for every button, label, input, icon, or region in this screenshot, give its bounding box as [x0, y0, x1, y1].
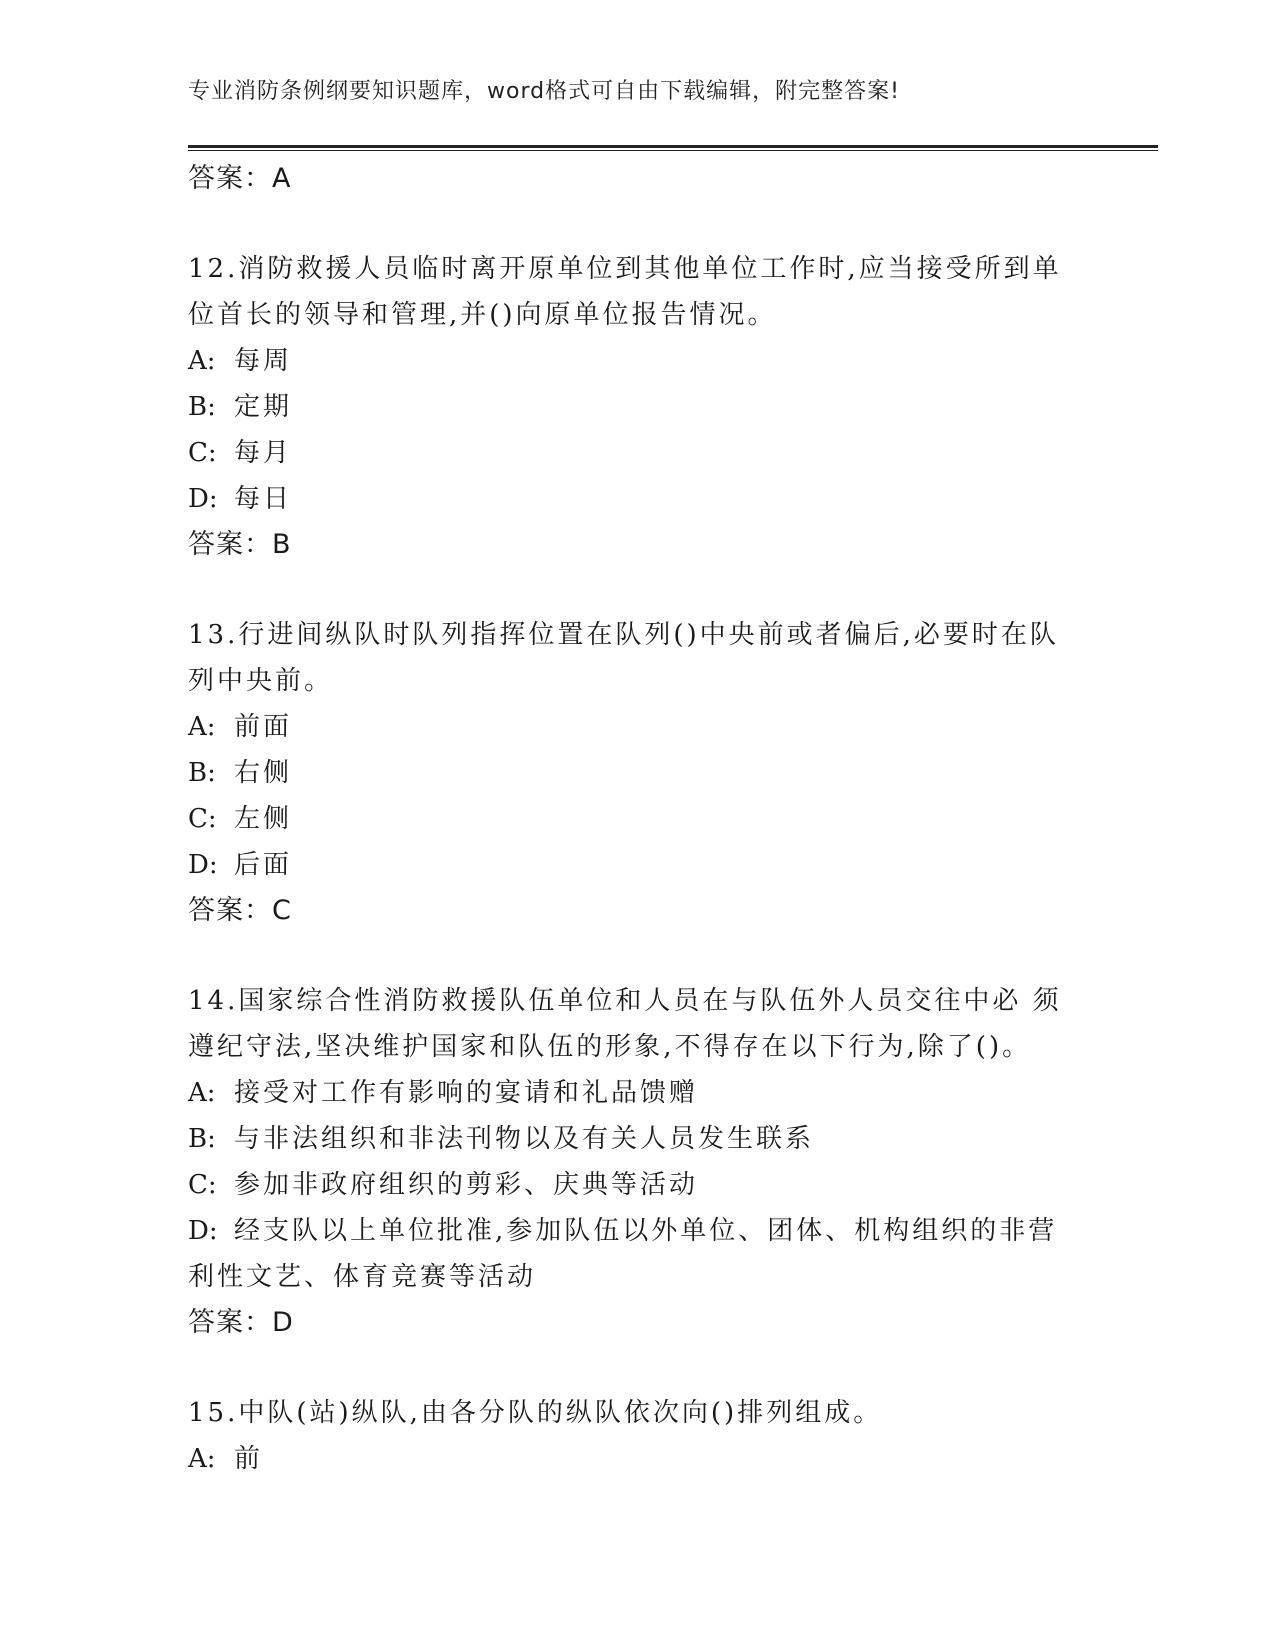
option-text: 每周	[234, 346, 293, 376]
option-a	[188, 1070, 1078, 1116]
option-c	[188, 430, 1078, 476]
question-item	[188, 246, 1078, 568]
option-d-continued: 利性文艺、体育竞赛等活动	[188, 1262, 537, 1292]
option-text: 前面	[234, 712, 293, 742]
option-text: 前	[234, 1444, 264, 1474]
option-c	[188, 1162, 1078, 1208]
option-text: 定期	[234, 392, 293, 422]
option-b	[188, 384, 1078, 430]
option-b	[188, 750, 1078, 796]
option-key: D:	[188, 850, 218, 880]
option-text: 左侧	[234, 804, 293, 834]
option-key: A:	[188, 346, 216, 376]
option-text: 参加非政府组织的剪彩、庆典等活动	[234, 1170, 699, 1200]
question-item	[188, 1390, 1078, 1482]
option-a	[188, 338, 1078, 384]
answer-line: 答案：C	[188, 895, 292, 926]
question-item	[188, 978, 1078, 1346]
page-header: 专业消防条例纲要知识题库，word格式可自由下载编辑，附完整答案!	[188, 79, 900, 104]
answer-line: 答案：B	[188, 529, 292, 560]
option-key: B:	[188, 392, 216, 422]
option-text: 每日	[234, 484, 293, 514]
option-key: B:	[188, 758, 216, 788]
option-c	[188, 796, 1078, 842]
option-key: B:	[188, 1124, 216, 1154]
option-key: C:	[188, 1170, 217, 1200]
option-b	[188, 1116, 1078, 1162]
option-key: A:	[188, 1444, 216, 1474]
question-text-line: 位首长的领导和管理,并()向原单位报告情况。	[188, 300, 777, 330]
option-text: 接受对工作有影响的宴请和礼品馈赠	[234, 1078, 699, 1108]
option-d	[188, 476, 1078, 522]
question-text-line: 12.消防救援人员临时离开原单位到其他单位工作时,应当接受所到单	[188, 254, 1062, 284]
question-text-line: 13.行进间纵队时队列指挥位置在队列()中央前或者偏后,必要时在队	[188, 620, 1059, 650]
question-list	[188, 156, 1078, 1482]
option-d	[188, 1208, 1078, 1254]
option-text: 右侧	[234, 758, 293, 788]
header-rule-thick	[188, 145, 1158, 148]
question-text-line: 遵纪守法,坚决维护国家和队伍的形象,不得存在以下行为,除了()。	[188, 1032, 1032, 1062]
answer-line: 答案：D	[188, 1307, 294, 1338]
question-text-line: 15.中队(站)纵队,由各分队的纵队依次向()排列组成。	[188, 1398, 883, 1428]
option-a	[188, 1436, 1078, 1482]
option-key: C:	[188, 438, 217, 468]
header-rule-thin	[188, 150, 1158, 151]
option-d	[188, 842, 1078, 888]
question-text-line: 14.国家综合性消防救援队伍单位和人员在与队伍外人员交往中必 须	[188, 986, 1062, 1016]
question-text-line: 列中央前。	[188, 666, 334, 696]
option-key: C:	[188, 804, 217, 834]
question-item	[188, 612, 1078, 934]
option-key: A:	[188, 1078, 216, 1108]
option-text: 后面	[234, 850, 293, 880]
option-key: A:	[188, 712, 216, 742]
option-key: D:	[188, 1216, 218, 1246]
option-text: 经支队以上单位批准,参加队伍以外单位、团体、机构组织的非营	[234, 1216, 1058, 1246]
option-text: 每月	[234, 438, 293, 468]
answer-line: 答案：A	[188, 163, 292, 194]
option-text: 与非法组织和非法刊物以及有关人员发生联系	[234, 1124, 815, 1154]
option-a	[188, 704, 1078, 750]
option-key: D:	[188, 484, 218, 514]
